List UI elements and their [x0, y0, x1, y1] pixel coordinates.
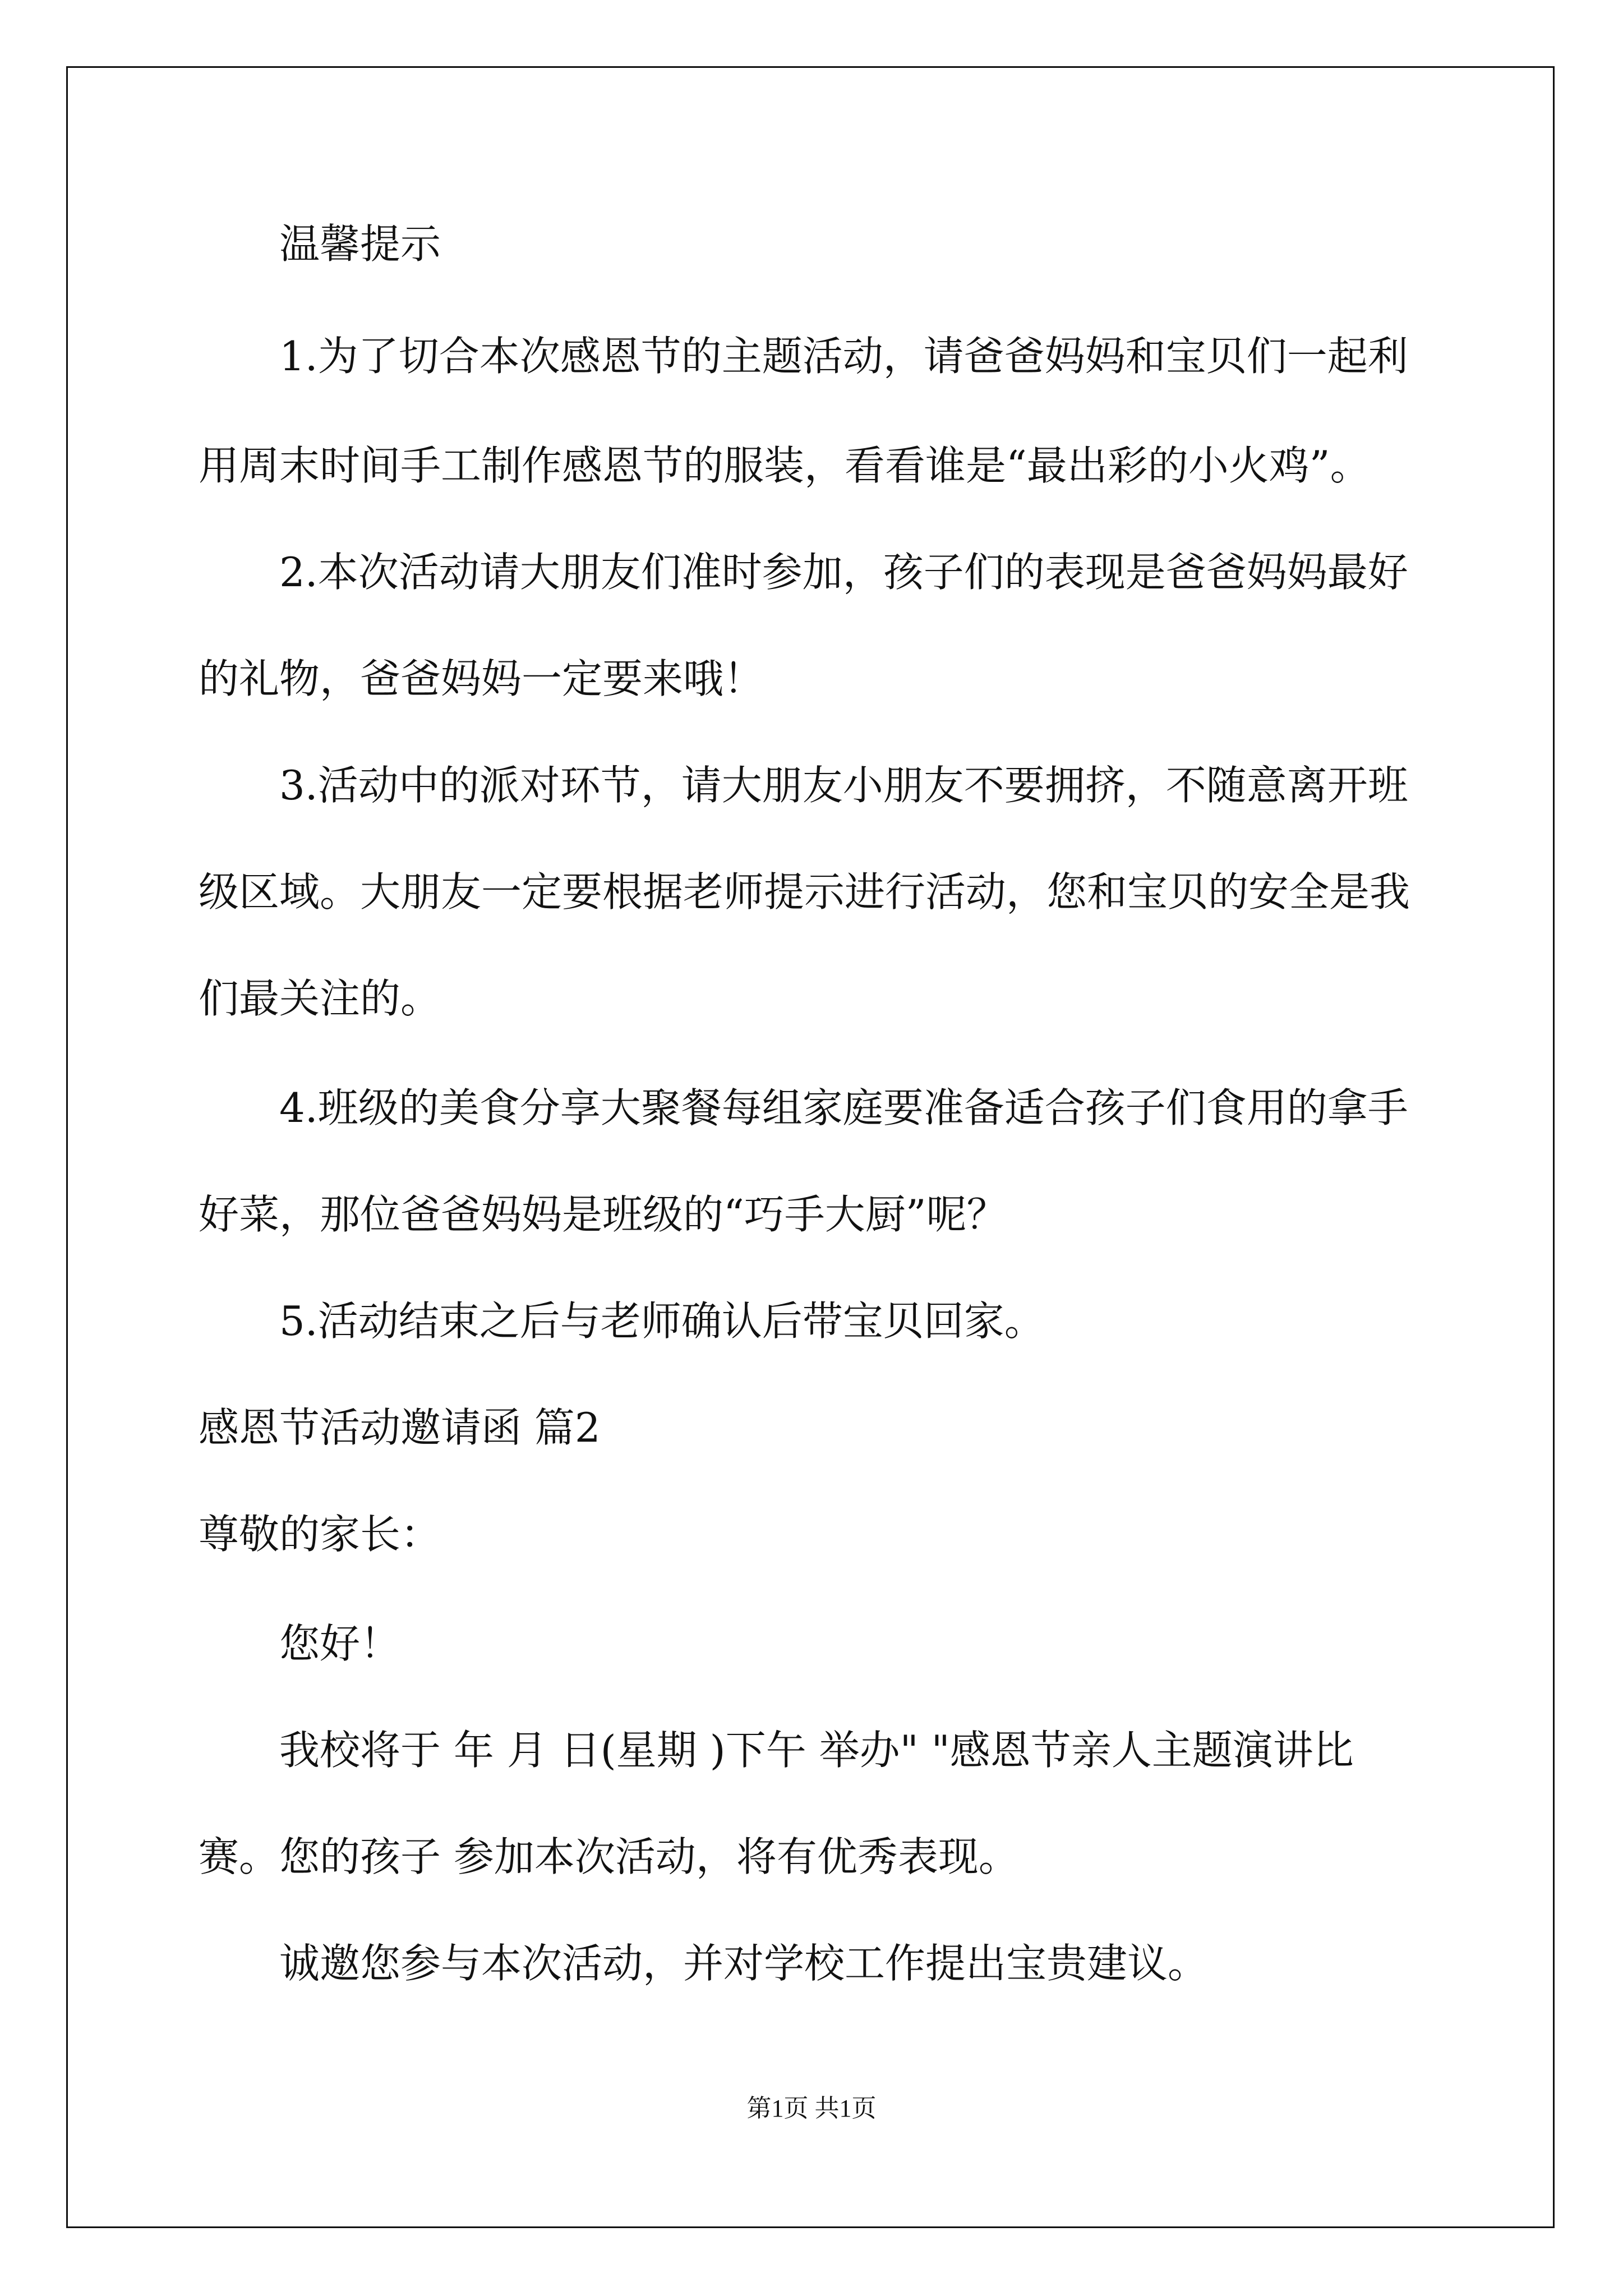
paragraph-line: 4.班级的美食分享大聚餐每组家庭要准备适合孩子们食用的拿手 [279, 1084, 1408, 1131]
tips-heading: 温馨提示 [279, 220, 441, 268]
section-heading: 感恩节活动邀请函 篇2 [199, 1404, 601, 1451]
paragraph-line: 1.为了切合本次感恩节的主题活动，请爸爸妈妈和宝贝们一起利 [279, 333, 1408, 380]
paragraph-line: 们最关注的。 [199, 975, 441, 1022]
paragraph-line: 诚邀您参与本次活动，并对学校工作提出宝贵建议。 [279, 1940, 1209, 1987]
paragraph-line: 2.本次活动请大朋友们准时参加，孩子们的表现是爸爸妈妈最好 [279, 549, 1408, 596]
paragraph-line: 赛。您的孩子 参加本次活动，将有优秀表现。 [199, 1833, 1019, 1880]
greeting: 您好！ [279, 1620, 401, 1667]
salutation: 尊敬的家长： [199, 1511, 441, 1558]
paragraph-line: 3.活动中的派对环节，请大朋友小朋友不要拥挤，不随意离开班 [279, 762, 1408, 809]
page-border [66, 66, 1555, 2228]
paragraph-line: 的礼物，爸爸妈妈一定要来哦！ [199, 655, 764, 702]
paragraph-line: 用周末时间手工制作感恩节的服装，看看谁是“最出彩的小火鸡”。 [199, 442, 1371, 489]
paragraph-line: 好菜，那位爸爸妈妈是班级的“巧手大厨”呢？ [199, 1191, 1007, 1238]
paragraph-line: 我校将于 年 月 日(星期 )下午 举办" "感恩节亲人主题演讲比 [279, 1727, 1354, 1774]
page-number-footer: 第1页 共1页 [746, 2095, 877, 2122]
paragraph-line: 级区域。大朋友一定要根据老师提示进行活动，您和宝贝的安全是我 [199, 868, 1410, 915]
paragraph-line: 5.活动结束之后与老师确认后带宝贝回家。 [279, 1297, 1045, 1345]
